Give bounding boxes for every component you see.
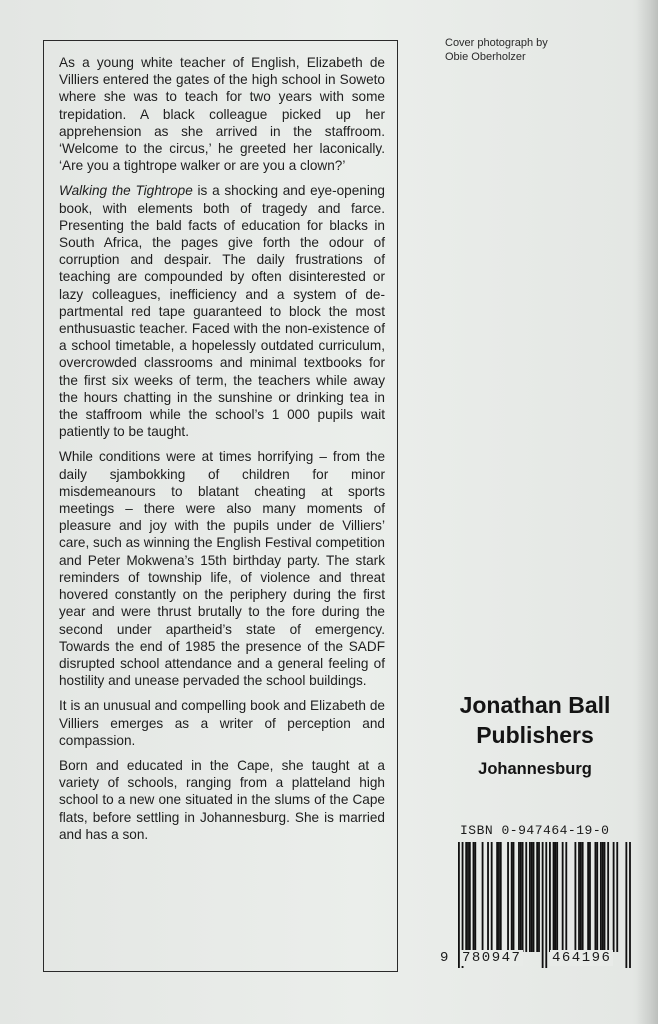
book-title: Walking the Tightrope <box>59 183 193 199</box>
barcode-bar <box>511 842 513 952</box>
barcode-bar <box>465 842 467 952</box>
barcode-bar <box>525 842 527 952</box>
barcode-right-group: 464196 <box>552 950 612 966</box>
barcode-bar <box>467 842 469 952</box>
barcode-left-group: 780947 <box>462 950 522 966</box>
blurb-paragraph-2 <box>59 182 385 440</box>
barcode-bar <box>607 842 609 952</box>
barcode-bar <box>613 842 615 952</box>
photo-credit-line1: Cover photograph by <box>445 37 548 49</box>
barcode-bar <box>562 842 564 952</box>
barcode-bar <box>469 842 471 952</box>
barcode-bar <box>498 842 500 952</box>
barcode-bar <box>587 842 589 952</box>
blurb-paragraph-5: Born and educated in the Cape, she taught at a variety of schools, ranging from a platteland high school to a new one situated in the slums of the Cape flats, before settling in Johannesburg. She is married and has a son. <box>59 757 385 842</box>
barcode-bar <box>529 842 531 952</box>
publisher-name-line1: Jonathan Ball <box>459 692 611 718</box>
barcode-bar <box>578 842 580 952</box>
barcode-bar <box>520 842 522 952</box>
barcode-bar <box>496 842 498 952</box>
publisher-city: Johannesburg <box>478 760 592 778</box>
barcode-digits <box>440 950 632 970</box>
barcode-bar <box>538 842 540 952</box>
barcode-bar <box>604 842 606 952</box>
barcode-bar <box>595 842 597 952</box>
barcode-bar <box>491 842 493 952</box>
isbn-label: ISBN 0-947464-19-0 <box>460 823 610 838</box>
barcode-bar <box>487 842 489 952</box>
publisher-name-line2: Publishers <box>476 722 594 748</box>
barcode-bar <box>513 842 515 952</box>
barcode-bar <box>554 842 556 952</box>
barcode-bar <box>574 842 576 952</box>
barcode-bar <box>589 842 591 952</box>
publisher-imprint <box>430 690 640 780</box>
barcode-bar <box>473 842 475 952</box>
barcode-bar <box>474 842 476 952</box>
photo-credit <box>445 36 615 64</box>
barcode-bar <box>616 842 618 952</box>
barcode-bar <box>549 842 551 952</box>
blurb-paragraph-3: While conditions were at times horrifying – from the daily sjambokking of children for minor misdemeanours to blatant cheating at sports meetings – there were also many moments of pleasure and joy with the pupils under de Villiers’ care, such as winning the English Festival competition and Peter Mokwena’s 15th birthday party. The stark reminders of township life, of violence and threat hovered constantly on the periphery during the first year and were thrust brutally to the fore during the second under apartheid’s state of emergency. Towards the end of 1985 the presence of the SADF disrupted school attendance and a general feeling of hostility and unease pervaded the school buildings. <box>59 449 385 689</box>
cover-edge-shadow <box>636 0 658 1024</box>
barcode-bar <box>533 842 535 952</box>
barcode-bar <box>500 842 502 952</box>
barcode-bar <box>600 842 602 952</box>
barcode-bar <box>482 842 484 952</box>
barcode-bar <box>565 842 567 952</box>
barcode-bar <box>602 842 604 952</box>
barcode-bar <box>580 842 582 952</box>
barcode-bar <box>507 842 509 952</box>
barcode-bar <box>582 842 584 952</box>
barcode-bar <box>553 842 555 952</box>
barcode-bar <box>596 842 598 952</box>
barcode-bar <box>556 842 558 952</box>
blurb-paragraph-1: As a young white teacher of English, Elizabeth de Villiers entered the gates of the high school in Soweto where she was to teach for two years with some trepidation. A black colleague picked up her apprehension as she arrived in the staffroom. ‘Welcome to the circus,’ he greeted her laconically. ‘Are you a tightrope walker or are you a clown?’ <box>59 55 385 174</box>
barcode-bar <box>536 842 538 952</box>
barcode-lead-digit: 9 <box>440 950 449 966</box>
photo-credit-line2: Obie Oberholzer <box>445 51 526 63</box>
blurb-paragraph-2-text: is a shocking and eye-opening book, with elements both of tragedy and farce. Presenting the bald facts of education for blacks in South Africa, the pages give forth the odour of corruption and despair. The daily frustrations of teaching are compounded by often disinterested or lazy colleagues, inefficiency and a system of departmental red tape guaranteed to block the most enthusuastic teacher. Faced with the non-existence of a school timetable, a hopelessly outdated curriculum, overcrowded classrooms and minimal textbooks for the first six weeks of term, the teachers while away the hours chatting in the sunshine or drinking tea in the staffroom while the school’s 1 000 pupils wait patiently to be taught. <box>59 183 385 440</box>
barcode-bar <box>518 842 520 952</box>
barcode-bar <box>531 842 533 952</box>
blurb-paragraph-4: It is an unusual and compelling book and Elizabeth de Villiers emerges as a writer of perception and compassion. <box>59 698 385 748</box>
blurb-box <box>43 40 398 972</box>
barcode-bar <box>522 842 524 952</box>
